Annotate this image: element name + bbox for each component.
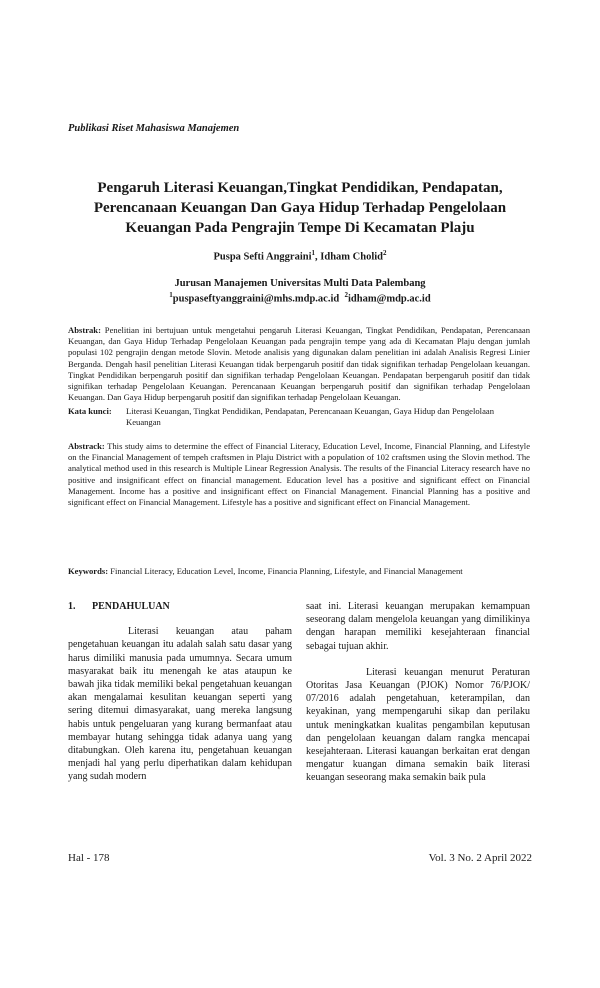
page-number: Hal - 178 xyxy=(68,852,110,864)
section-title: PENDAHULUAN xyxy=(92,601,170,612)
paper-title xyxy=(60,178,540,238)
email-address[interactable]: idham@mdp.ac.id xyxy=(347,293,431,305)
email-mark: 2 xyxy=(344,291,348,299)
paragraph-gap xyxy=(306,653,530,666)
title-line: Perencanaan Keuangan Dan Gaya Hidup Terhadap Pengelolaan xyxy=(93,200,507,216)
affiliation: Jurusan Manajemen Universitas Multi Data Palembang xyxy=(174,278,426,289)
abstract-english xyxy=(68,441,530,508)
email-address[interactable]: puspaseftyanggraini@mhs.mdp.ac.id xyxy=(172,293,340,305)
email-mark: 1 xyxy=(169,291,173,299)
abstract-text: This study aims to determine the effect of Financial Literacy, Education Level, Income, Financial Planning, and Lifestyle on the Financial Management of tempeh craftsmen in Plaju District with a population of 102 craftsmen using the Slovin method. The analytical method used in this research is Multiple Linear Regression Analysis. The results of the Financial Literacy research have no positive and insignificant effect on financial management. Education level has a positive and significant effect on Financial Management. Income has a positive and insignificant effect on Financial Management. Financial Planning has a positive and significant effect on Financial Management. Lifestyle has a positive and significant effect on Financial Management. xyxy=(68,441,531,508)
keywords-text: Literasi Keuangan, Tingkat Pendidikan, Pendapatan, Perencanaan Keuangan, Gaya Hidup dan Pengelolaan Keuangan xyxy=(126,406,494,428)
abstract-label: Abstrak: xyxy=(68,325,101,335)
section-number: 1. xyxy=(68,601,76,612)
journal-name: Publikasi Riset Mahasiswa Manajemen xyxy=(68,123,240,134)
body-column-left xyxy=(68,600,292,784)
keywords-label: Kata kunci: xyxy=(68,406,112,416)
volume-info: Vol. 3 No. 2 April 2022 xyxy=(428,852,532,864)
author-emails xyxy=(60,291,540,305)
author-name: Puspa Sefti Anggraini xyxy=(213,251,312,263)
abstract-text: Penelitian ini bertujuan untuk mengetahui pengaruh Literasi Keuangan, Tingkat Pendidikan, Pendapatan, Perencanaan Keuangan, dan Gaya Hidup Terhadap Pengelolaan Keuangan pada pengrajin tempe yang ada di Kecamatan Plaju dengan jumlah populasi 102 pengrajin dengan metode Slovin. Metode analisis yang digunakan dalam penelitian ini adalah Analisis Regresi Linier Berganda. Dengah hasil penelitian Literasi Keuangan tidak berpengaruh positif dan tidak signifikan terhadap Pengelolaan keuangan. Tingkat Pendidikan berpengaruh positif dan signifikan terhadap Pengelolaan Keuangan. Pendapatan berpengaruh positif dan tidak signifikan terhadap Pengelolaan Keuangan. Perencanaan Keuangan berpengaruh positif dan signifikan terhadap Pengelolaan Keuangan. Dan Gaya Hidup berpengaruh positif dan signifikan terhadap Pengelolaan Keuangan. xyxy=(68,325,530,403)
author-list xyxy=(60,249,540,263)
author-separator: , xyxy=(315,251,321,263)
body-paragraph: Literasi keuangan atau paham pengetahuan keuangan itu adalah salah satu dasar yang harus dimiliki manusia pada umumnya. Secara umum masyarakat baik itu menengah ke atas ataupun ke bawah jika tidak memiliki bekal pengetahuan keuangan akan mengalamai kesulitan keuangan seperti yang sering ditemui dimasyarakat, uang mereka langsung habis untuk pengeluaran yang kurang bermanfaat atau membayar hutang sehingga tidak adanya uang yang ditabungkan. Oleh karena itu, pengetahuan keuangan menjadi hal yang perlu diperhatikan dalam kehidupan yang sudah modern xyxy=(68,626,292,783)
body-column-right xyxy=(306,600,530,785)
title-line: Pengaruh Literasi Keuangan,Tingkat Pendidikan, Pendapatan, xyxy=(97,180,503,196)
author-affiliation-mark: 2 xyxy=(383,249,387,257)
author-name: Idham Cholid xyxy=(320,251,383,263)
abstract-label: Abstrack: xyxy=(68,441,105,451)
section-heading xyxy=(68,600,292,613)
body-paragraph: Literasi keuangan menurut Peraturan Otoritas Jasa Keuangan (PJOK) Nomor 76/PJOK/ 07/2016 adalah pengetahuan, keterampilan, dan keyakinan, yang mempengaruhi sikap dan perilaku untuk meningkatkan kualitas pengambilan keputusan dan pengelolaan keuangan dalam rangka mencapai kesejahteraan. Literasi kauangan berkaitan erat dengan mengatur kuangan dimana semakin baik literasi keuangan seseorang maka semakin baik pula xyxy=(306,666,530,784)
keywords-indonesian xyxy=(68,406,530,428)
keywords-text: Financial Literacy, Education Level, Income, Financia Planning, Lifestyle, and Financial Management xyxy=(110,566,463,576)
abstract-indonesian xyxy=(68,325,530,403)
title-line: Keuangan Pada Pengrajin Tempe Di Kecamatan Plaju xyxy=(125,220,475,236)
body-paragraph: saat ini. Literasi keuangan merupakan kemampuan seseorang dalam mengelola keuangan yang dimilikinya dengan harapan memiliki kesejahteraan financial sebagai tujuan akhir. xyxy=(306,601,530,652)
author-affiliation-mark: 1 xyxy=(311,249,316,257)
keywords-label: Keywords: xyxy=(68,566,109,576)
keywords-english xyxy=(68,566,530,577)
